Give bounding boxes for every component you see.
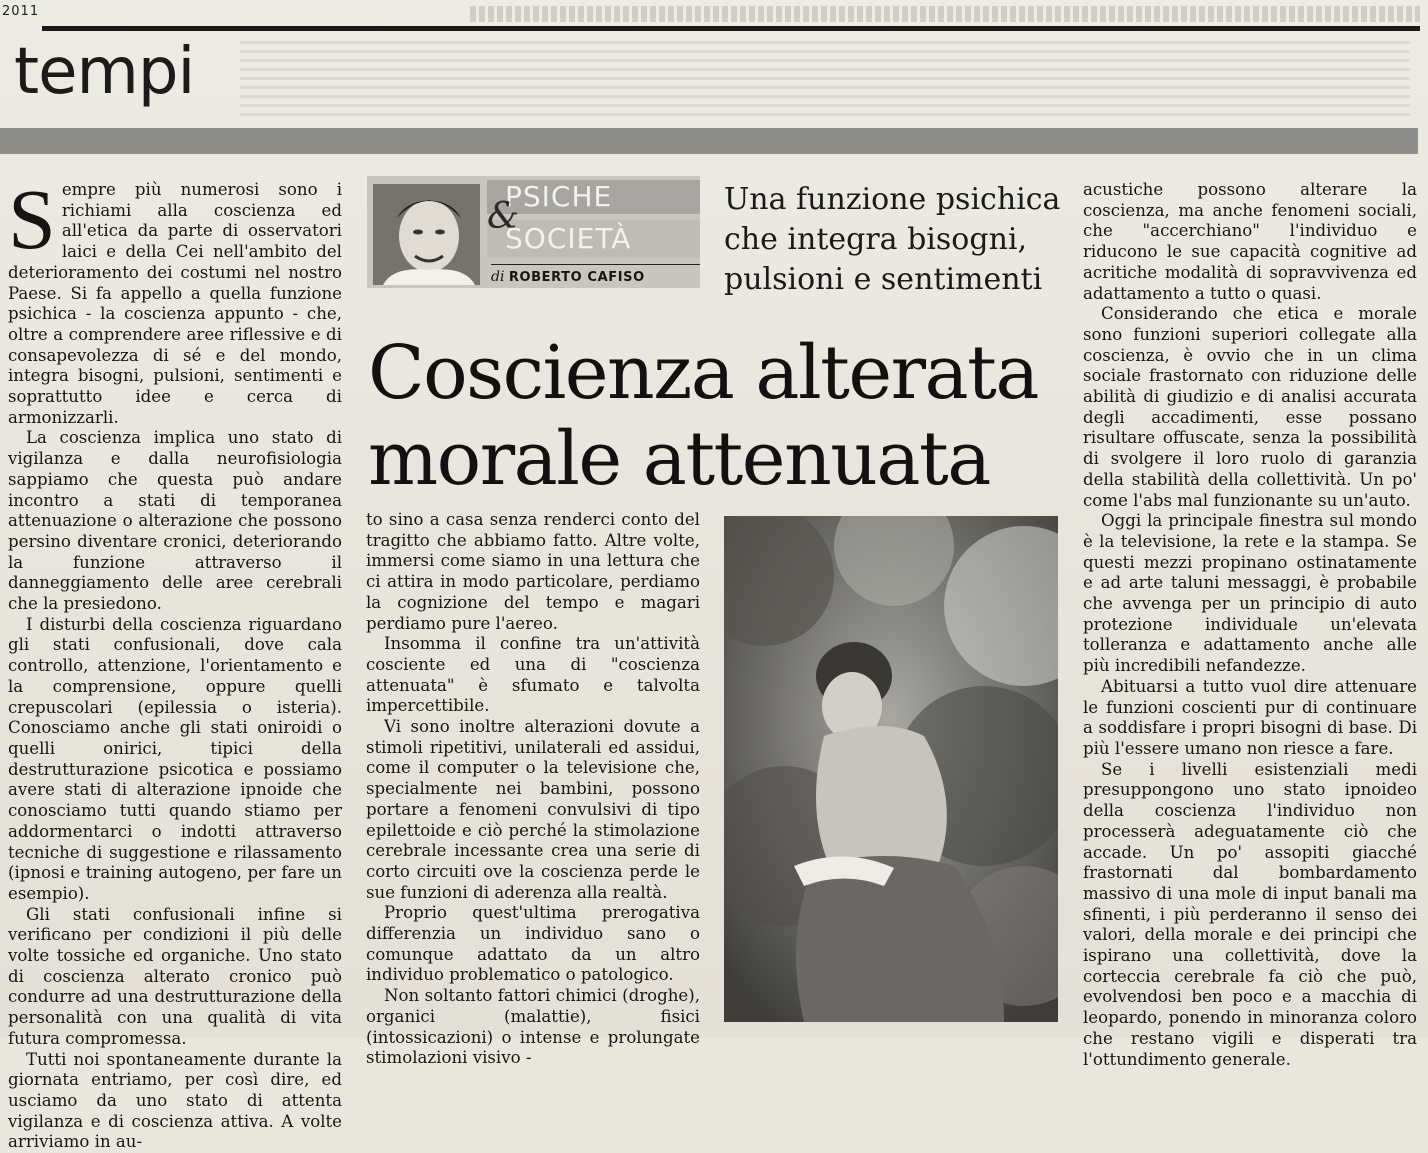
headline-line: morale attenuata (368, 416, 990, 502)
article-subtitle (724, 180, 1074, 300)
subtitle-line: che integra bisogni, (724, 222, 1028, 257)
article-column-2 (366, 510, 700, 1069)
author-portrait-image (373, 184, 480, 285)
logo-word-societa: SOCIETÀ (505, 222, 632, 255)
column-logo (367, 176, 700, 288)
paragraph: to sino a casa senza renderci conto del tragitto che abbiamo fatto. Altre volte, immersi come siamo in una lettura che ci attira in modo particolare, perdiamo la cognizione del tempo e magari perdiamo pure l'aereo. (366, 510, 700, 633)
article-headline (368, 330, 1078, 502)
bleed-through-text (470, 6, 1420, 22)
byline (491, 269, 645, 285)
article-column-4 (1083, 180, 1417, 1070)
article-column-1 (8, 171, 342, 1153)
paragraph: Non soltanto fattori chimici (droghe), organici (malattie), fisici (intossicazioni) o intense e prolungate stimolazioni visivo - (366, 986, 700, 1068)
page-year: 2011 (2, 4, 40, 19)
byline-prefix: di (491, 269, 505, 285)
top-rule (42, 26, 1420, 31)
author-portrait (373, 184, 480, 285)
paragraph: Se i livelli esistenziali medi presuppongono uno stato ipnoideo della coscienza l'individuo non processerà adeguatamente ciò che accade. Un po' assopiti giacché frastornati dal bombardamento massivo di una mole di input banali ma sfinenti, i più perderanno il senso dei valori, della morale e dei principi che ispirano una collettività, dove la corteccia cerebrale fa ciò che può, evolvendosi ben poco e a macchia di leopardo, ponendo in minoranza coloro che restano vigili e disperati tra l'ottundimento generale. (1083, 759, 1417, 1069)
drop-cap: S (8, 171, 56, 267)
subtitle-line: pulsioni e sentimenti (724, 262, 1043, 297)
logo-rule (491, 264, 700, 265)
paragraph: Abituarsi a tutto vuol dire attenuare le funzioni coscienti pur di continuare a soddisfare i propri bisogni di base. Di più l'essere umano non riesce a fare. (1083, 676, 1417, 758)
paragraph: Tutti noi spontaneamente durante la giornata entriamo, per così dire, ed usciamo da uno stato di attenta vigilanza e di coscienza attiva. A volte arriviamo in au- (8, 1049, 342, 1152)
paragraph: acustiche possono alterare la coscienza, ma anche fenomeni sociali, che "accerchiano" l'individuo e riducono le sue capacità cognitive ad acritiche modalità di sopravvivenza ed adattamento a tutto o quasi. (1083, 180, 1417, 303)
paragraph: La coscienza implica uno stato di vigilanza e dalla neurofisiologia sappiamo che questa può andare incontro a stati di temporanea attenuazione o alterazione che possono persino diventare cronici, deteriorando la funzione attraverso il danneggiamento delle aree cerebrali che la presiedono. (8, 428, 342, 614)
logo-ampersand: & (487, 196, 520, 237)
article-illustration (724, 516, 1058, 1022)
logo-word-psiche: PSICHE (505, 180, 613, 213)
section-title: tempi (14, 35, 195, 109)
paragraph: Gli stati confusionali infine si verificano per condizioni il più delle volte tossiche ed organiche. Uno stato di coscienza alterato cronico può condurre ad una destrutturazione della personalità con una qualità di vita futura compromessa. (8, 904, 342, 1048)
author-name: ROBERTO CAFISO (508, 270, 645, 285)
reading-woman-painting (724, 516, 1058, 1022)
headline-line: Coscienza alterata (368, 330, 1039, 416)
subtitle-line: Una funzione psichica (724, 182, 1061, 217)
paragraph: Insomma il confine tra un'attività cosciente ed una di "coscienza attenuata" è sfumato e talvolta impercettibile. (366, 634, 700, 716)
paragraph: I disturbi della coscienza riguardano gli stati confusionali, dove cala controllo, attenzione, l'orientamento e la comprensione, oppure quelli crepuscolari (epilessia o isteria). Conosciamo anche gli stati oniroidi o quelli onirici, tipici della destrutturazione psicotica e possiamo avere stati di alterazione ipnoide che conosciamo tutti quando stiamo per addormentarci o indotti attraverso tecniche di suggestione e rilassamento (ipnosi e training autogeno, per fare un esempio). (8, 614, 342, 903)
paragraph: Considerando che etica e morale sono funzioni superiori collegate alla coscienza, è ovvio che in un clima sociale frastornato con riduzione delle abilità di giudizio e di analisi accurata degli accadimenti, esse possano risultare offuscate, senza la possibilità di svolgere il loro ruolo di garanzia della stabilità della collettività. Un po' come l'abs mal funzionante su un'auto. (1083, 304, 1417, 510)
paragraph: Proprio quest'ultima prerogativa differenzia un individuo sano o comunque adattato da un altro individuo problematico o patologico. (366, 903, 700, 985)
paragraph: Oggi la principale finestra sul mondo è la televisione, la rete e la stampa. Se questi mezzi propinano ostinatamente e ad arte taluni messaggi, è probabile che avvenga per un principio di auto protezione individuale un'elevata tolleranza e adattamento anche alle più incredibili nefandezze. (1083, 511, 1417, 676)
paragraph: Sempre più numerosi sono i richiami alla coscienza ed all'etica da parte di osservatori laici e della Cei nell'ambito del deterioramento dei costumi nel nostro Paese. Si fa appello a quella funzione psichica - la coscienza appunto - che, oltre a comprendere aree riflessive e di consapevolezza di sé e del mondo, integra bisogni, pulsioni, sentimenti e soprattutto idee e cerca di armonizzarli. (8, 171, 342, 427)
bleed-through-text (240, 36, 1410, 116)
section-band (0, 128, 1418, 154)
paragraph: Vi sono inoltre alterazioni dovute a stimoli ripetitivi, unilaterali ed assidui, come il computer o la televisione che, specialmente nei bambini, possono portare a fenomeni convulsivi di tipo epilettoide e ciò perché la stimolazione cerebrale incessante crea una serie di corto circuiti ove la coscienza perde le sue funzioni di aderenza alla realtà. (366, 717, 700, 902)
